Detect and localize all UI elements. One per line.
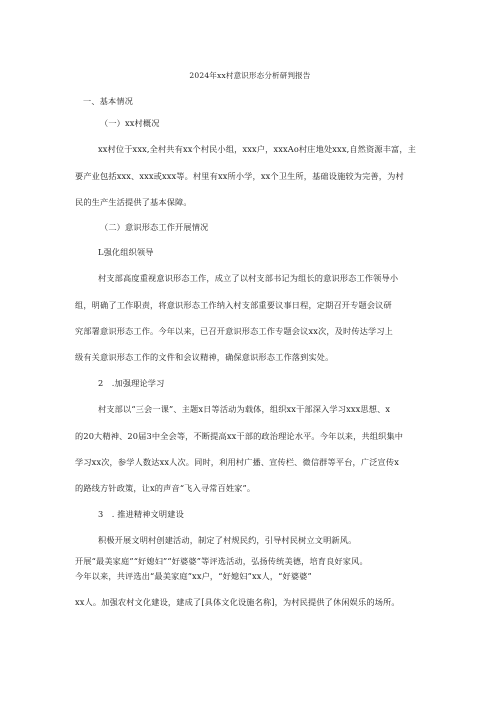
document-title: 2024年xx村意识形态分析研判报告: [189, 71, 311, 80]
subsection-heading-village-overview: （一）xx村概况: [100, 118, 160, 128]
paragraph-line: 级有关意识形态工作的文件和会议精神，确保意识形态工作落到实处。: [75, 352, 334, 362]
paragraph-line: 民的生产生活提供了基本保障。: [75, 197, 192, 207]
paragraph-line: 的20大精神、20届3中全会等，不断提高xx干部的政治理论水平。今年以来，共组织集中: [75, 431, 404, 441]
section-heading-basic-info: 一、基本情况: [83, 96, 134, 106]
item-heading-theory-study: 2 .加强理论学习: [98, 378, 165, 388]
paragraph-line: 村支部以“三会一课”、主题x日等活动为载体，组织xx干部深入学习xxx思想、x: [98, 404, 391, 414]
paragraph-line: 学习xx次，参学人数达xx人次。同时，利用村广播、宣传栏、微信群等平台，广泛宣传x: [75, 457, 399, 467]
item-heading-organization: L强化组织领导: [98, 247, 154, 257]
paragraph-line: 开展“最美家庭”“好媳妇”“好婆婆”等评选活动，弘扬传统美德，培育良好家风。: [75, 556, 368, 566]
paragraph-line: xx村位于xxx,全村共有xx个村民小组，xxx户，xxxAo村庄地处xxx,自然资源丰富，主: [98, 144, 417, 154]
subsection-heading-work-status: （二）意识形态工作开展情况: [100, 222, 209, 232]
paragraph-line: 积极开展文明村创建活动，制定了村规民约，引导村民树立文明新风。: [98, 535, 357, 545]
paragraph-line: 要产业包括xxx、xxx或xxx等。村里有xx所小学，xx个卫生所，基础设施较为完善，为村: [75, 171, 404, 181]
paragraph-line: 究部署意识形态工作。今年以来，已召开意识形态工作专题会议xx次，及时传达学习上: [75, 326, 394, 336]
paragraph-line: 村支部高度重视意识形态工作，成立了以村支部书记为组长的意识形态工作领导小: [98, 273, 399, 283]
paragraph-line: 今年以来，共评选出“最美家庭”xx户，“好媳妇”xx人，“好婆婆”: [75, 571, 312, 581]
paragraph-line: 组，明确了工作职责，将意识形态工作纳入村支部重要议事日程，定期召开专题会议研: [75, 300, 392, 310]
item-heading-civilization: 3 . 推进精神文明建设: [98, 509, 184, 519]
paragraph-line: xx人。加强农村文化建设，建成了[具体文化设施名称]，为村民提供了休闲娱乐的场所。: [75, 597, 400, 607]
paragraph-line: 的路线方针政策，让x的声音“飞入寻常百姓家”。: [75, 483, 256, 493]
